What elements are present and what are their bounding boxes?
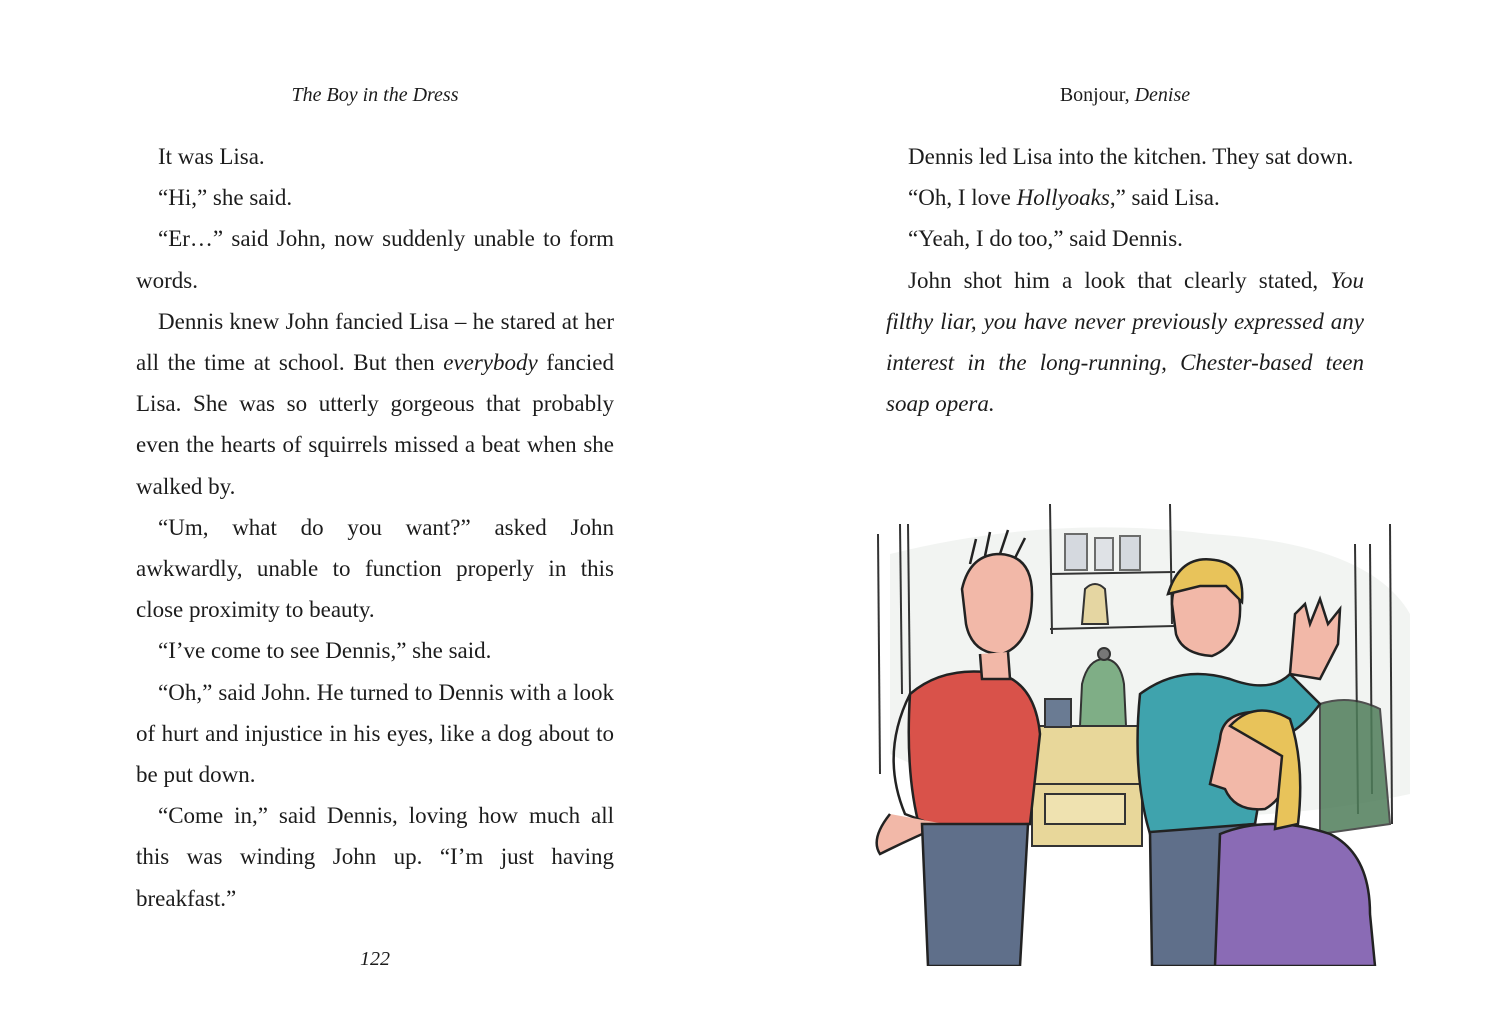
paragraph: Dennis led Lisa into the kitchen. They sat down. [908,144,1354,169]
paragraph: “Um, what do you want?” asked John awkwardly, unable to function properly in this close proximity to beauty. [136,514,614,623]
paragraph-text: fancied Lisa. She was so utterly gorgeous that probably even the hearts of squirrels missed a beat when she walked by. [136,350,614,499]
paragraph: It was Lisa. [158,144,265,169]
right-text-block [886,136,1364,424]
paragraph: “I’ve come to see Dennis,” she said. [158,638,492,664]
paragraph-text: “Oh, I love [908,185,1017,211]
kitchen-illustration [850,494,1420,966]
coat [1320,700,1390,834]
italic-title: Hollyoaks [1016,185,1110,211]
italic-thought: You filthy liar, you have never previously expressed any interest in the long-running, Chester-based teen soap opera. [886,267,1364,417]
paragraph [886,177,1364,218]
paragraph-text: Dennis knew John fancied Lisa – he stared at her all the time at school. But then [136,308,614,376]
paragraph-text: John shot him a look that clearly stated, [908,267,1331,293]
paragraph [136,301,614,507]
paragraph: “Yeah, I do too,” said Dennis. [908,226,1183,252]
page-number: 122 [360,948,390,970]
running-head-left: The Boy in the Dress [291,84,459,106]
running-head-plain: Bonjour, [1059,84,1135,106]
paragraph: “Come in,” said Dennis, loving how much all this was winding John up. “I’m just having breakfast.” [136,803,614,911]
paragraph [886,260,1364,425]
paragraph: “Oh,” said John. He turned to Dennis with a look of hurt and injustice in his eyes, like a dog about to be put down. [136,679,614,788]
paragraph: “Er…” said John, now suddenly unable to form words. [136,226,614,293]
running-head-right [886,84,1364,107]
left-text-block [136,136,614,919]
paragraph-text: ,” said Lisa. [1109,185,1220,211]
right-page [750,0,1500,1028]
paragraph: “Hi,” she said. [158,185,293,211]
running-head-italic: Denise [1134,84,1191,106]
cupboard [1032,726,1142,846]
italic-word: everybody [443,350,538,376]
